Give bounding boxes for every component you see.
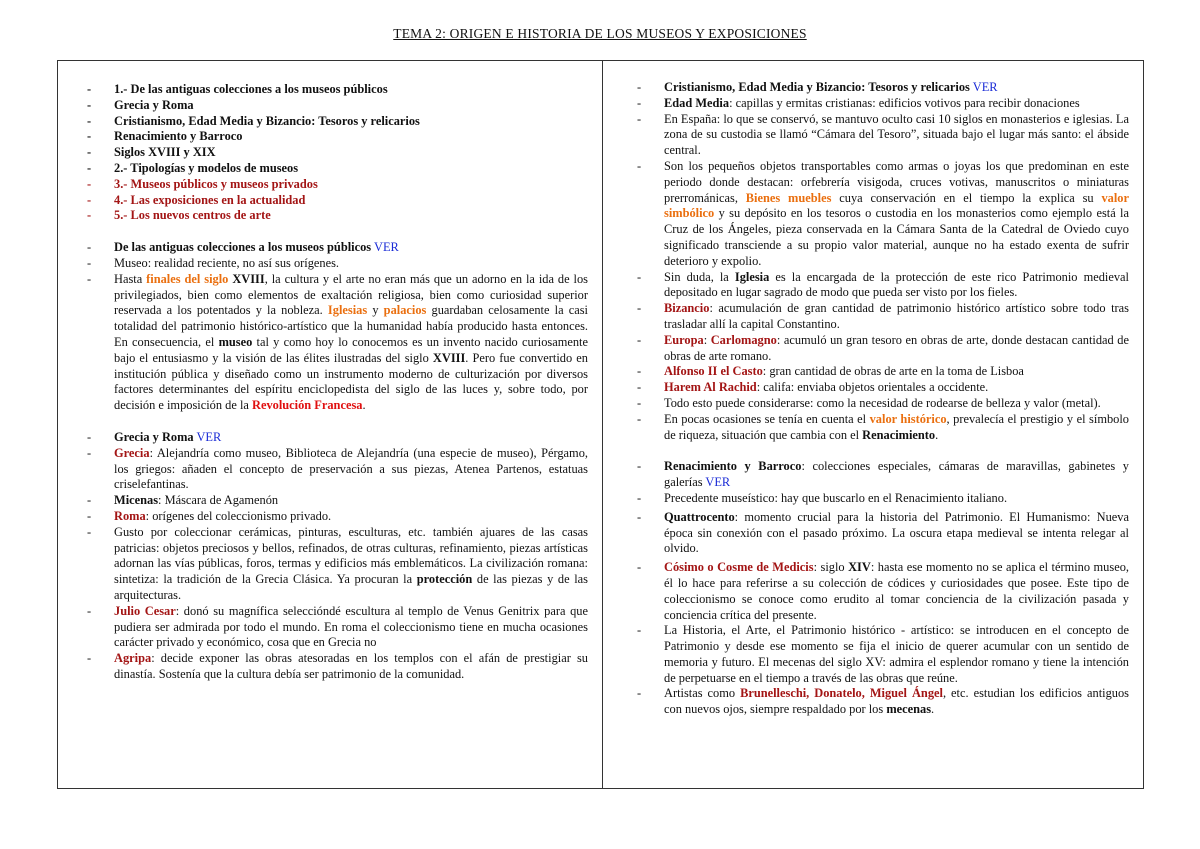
list-item: - Son los pequeños objetos transportables como armas o joyas los que predominan en este periodo donde destacan: orfebrería visigoda, cruces votivas, manuscritos o miniaturas prerrománicas, Bienes muebles cuya conservación en el tiempo la explica su valor simbólico y su depósito en los tesoros o custodia en los monasterios como ejemplo está la Cruz de los Ángeles, pieza conservada en la Cámara Santa de la Catedral de Oviedo cuyo significado transciende a su propio valor material, aunque no ha estado exenta de sufrir deterioro y expolio. xyxy=(637,159,1129,270)
list-item: - Alfonso II el Casto: gran cantidad de obras de arte en la toma de Lisboa xyxy=(637,364,1129,380)
section-title: Renacimiento y Barroco xyxy=(664,459,802,474)
list-item: - Quattrocento: momento crucial para la historia del Patrimonio. El Humanismo: Nueva época sin conexión con el pasado próximo. La oscura etapa medieval se intenta relegar al olvido. xyxy=(637,510,1129,557)
list-item: - Bizancio: acumulación de gran cantidad de patrimonio histórico artístico sobre todo tras trasladar allí la capital Constantino. xyxy=(637,301,1129,333)
section-title: De las antiguas colecciones a los museos públicos xyxy=(114,240,372,255)
toc-item: - Siglos XVIII y XIX xyxy=(87,145,588,161)
list-item: - Edad Media: capillas y ermitas cristianas: edificios votivos para recibir donaciones xyxy=(637,96,1129,112)
list-item: - Micenas: Máscara de Agamenón xyxy=(87,493,588,509)
list-item: - Sin duda, la Iglesia es la encargada de la protección de este rico Patrimonio medieval depositado en lugar sagrado de modo que pueda ser visto por los fieles. xyxy=(637,270,1129,302)
list-item: - Museo: realidad reciente, no así sus orígenes. xyxy=(87,256,588,272)
page-title: TEMA 2: ORIGEN E HISTORIA DE LOS MUSEOS Y EXPOSICIONES xyxy=(393,26,807,41)
left-column xyxy=(58,61,603,788)
list-item: - Julio Cesar: donó su magnífica seleccióndé escultura al templo de Venus Genitrix para que pudiera ser admirada por todo el mundo. En roma el coleccionismo tiene en mucha ocasiones carácter privado y económico, cosa que en Grecia no xyxy=(87,604,588,651)
section-title: Cristianismo, Edad Media y Bizancio: Tesoros y relicarios xyxy=(664,80,970,94)
list-item: - La Historia, el Arte, el Patrimonio histórico - artístico: se introducen en el concepto de Patrimonio y desde ese momento se fija el inicio de querer acumular con un sentido de memoria y futuro. El mecenas del siglo XV: admira el esplendor romano y tiene la intención de perpetuarse en el tiempo a través de las obras que reúne. xyxy=(637,623,1129,686)
list-item: - Cósimo o Cosme de Medicis: siglo XIV: hasta ese momento no se aplica el término museo, él lo hace para referirse a su colección de códices y curiosidades que posee. Este tipo de coleccionismo se conoce como erudito al tomar conciencia de la civilización pasada y conciencia crítica del presente. xyxy=(637,560,1129,623)
list-item: - Artistas como Brunelleschi, Donatelo, Miguel Ángel, etc. estudian los edificios antiguos con nuevos ojos, siempre respaldado por los mecenas. xyxy=(637,686,1129,718)
toc-item: - 3.- Museos públicos y museos privados xyxy=(87,177,588,193)
list-item: - Roma: orígenes del coleccionismo privado. xyxy=(87,509,588,525)
content-table xyxy=(57,60,1144,789)
ver-link[interactable]: VER xyxy=(374,240,399,255)
toc-item: - 5.- Los nuevos centros de arte xyxy=(87,208,588,224)
list-item: - Todo esto puede considerarse: como la necesidad de rodearse de belleza y valor (metal). xyxy=(637,396,1129,412)
toc-item: - 2.- Tipologías y modelos de museos xyxy=(87,161,588,177)
toc-item: - Cristianismo, Edad Media y Bizancio: Tesoros y relicarios xyxy=(87,114,588,130)
ver-link[interactable]: VER xyxy=(972,80,998,94)
toc-item: - Grecia y Roma xyxy=(87,98,588,114)
list-item: - En pocas ocasiones se tenía en cuenta el valor histórico, prevalecía el prestigio y el símbolo de riqueza, situación que cambia con el Renacimiento. xyxy=(637,412,1129,444)
ver-link[interactable]: VER xyxy=(196,429,222,444)
list-item: - Agripa: decide exponer las obras atesoradas en los templos con el afán de prestigiar su dinastía. Sostenía que la cultura debía ser patrimonio de la comunidad. xyxy=(87,651,588,683)
section-heading: - Renacimiento y Barroco: colecciones especiales, cámaras de maravillas, gabinetes y galerías VER xyxy=(637,459,1129,491)
section-title: Grecia y Roma xyxy=(114,429,194,444)
section-heading xyxy=(87,430,588,446)
toc-item: - 4.- Las exposiciones en la actualidad xyxy=(87,193,588,209)
list-item: - Hasta finales del siglo XVIII, la cultura y el arte no eran más que un adorno en la ida de los privilegiados, bien como elementos de exaltación religiosa, bien como curiosidad superior reservada a los potentados y la nobleza. Iglesias y palacios guardaban celosamente la casi totalidad del patrimonio histórico-artístico que la humanidad había producido hasta entonces. En consecuencia, el museo tal y como hoy lo conocemos es un invento nacido curiosamente bajo el entusiasmo y la visión de las élites ilustradas del siglo XVIII. Pero fue convertido en institución pública y diseñado como un instrumento moderno de culturización por diversos factores determinantes del espíritu enciclopedista del siglo de las luces y, sobre todo, por decisión e imposición de la Revolución Francesa. xyxy=(87,272,588,414)
list-item: - Grecia: Alejandría como museo, Biblioteca de Alejandría (una especie de museo), Pérgamo, los griegos: añaden el concepto de preservación a sus piezas, Atenea Partenos, estatuas criselefantinas. xyxy=(87,446,588,493)
list-item: - Harem Al Rachid: califa: enviaba objetos orientales a occidente. xyxy=(637,380,1129,396)
section-heading xyxy=(87,240,588,256)
section-heading xyxy=(637,80,1129,96)
list-item: - Precedente museístico: hay que buscarlo en el Renacimiento italiano. xyxy=(637,491,1129,507)
toc-item: - 1.- De las antiguas colecciones a los museos públicos xyxy=(87,82,588,98)
right-column xyxy=(603,61,1143,788)
list-item: - Gusto por coleccionar cerámicas, pinturas, esculturas, etc. también ajuares de las casas patricias: objetos preciosos y bellos, refinados, de otras culturas, refinamiento, piezas artísticas adornan las vías públicas, foros, termas y edificios más emblemáticos. La civilización romana: sintetiza: la tradición de la Grecia Clásica. Ya procuran la protección de las piezas y de las arquitecturas. xyxy=(87,525,588,604)
toc-item: - Renacimiento y Barroco xyxy=(87,129,588,145)
list-item: - Europa: Carlomagno: acumuló un gran tesoro en obras de arte, donde destacan cantidad de obras de arte romano. xyxy=(637,333,1129,365)
ver-link[interactable]: VER xyxy=(705,475,731,490)
list-item: - En España: lo que se conservó, se mantuvo oculto casi 10 siglos en monasterios e iglesias. La zona de su custodia se llamó “Cámara del Tesoro”, situada bajo el lugar más santo: el ábside central. xyxy=(637,112,1129,159)
